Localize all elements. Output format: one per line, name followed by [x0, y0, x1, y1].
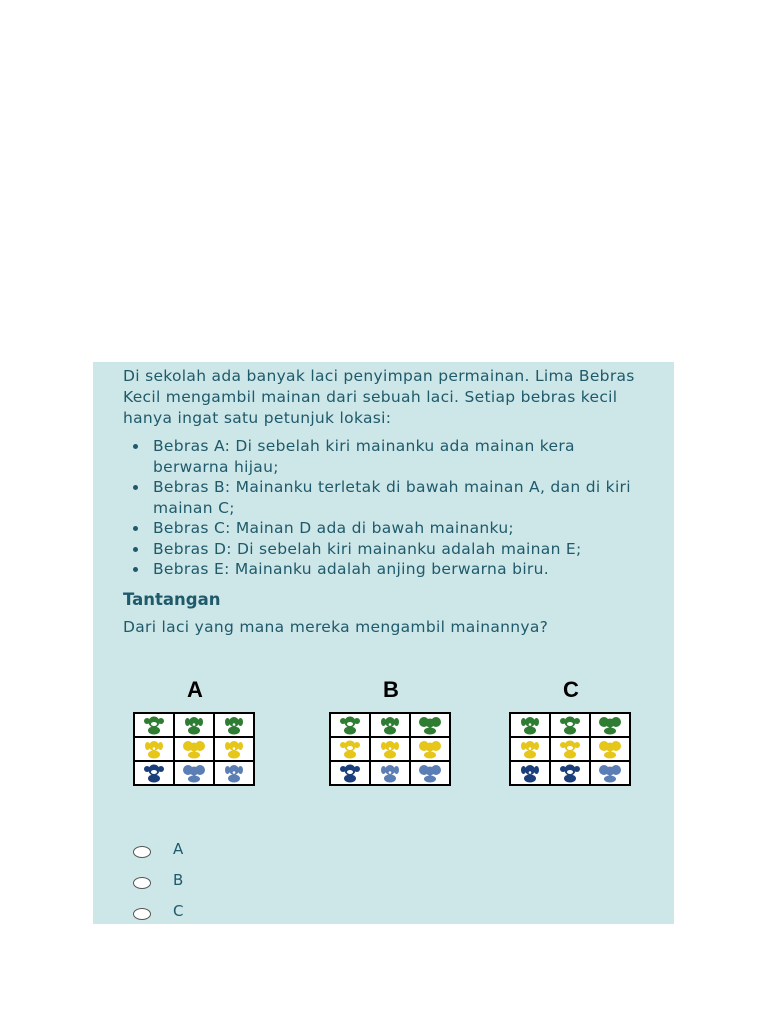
monkey-icon — [337, 715, 363, 735]
drawer-label: A — [187, 677, 203, 702]
intro-text: Di sekolah ada banyak laci penyimpan permainan. Lima Bebras Kecil mengambil mainan dari sebuah laci. Setiap bebras kecil hanya ingat satu petunjuk lokasi: — [123, 367, 635, 427]
drawer-cell — [551, 714, 589, 736]
monkey-icon — [557, 739, 583, 759]
monkey-icon — [557, 763, 583, 783]
drawer-grid — [329, 712, 451, 786]
radio-button[interactable] — [133, 877, 151, 889]
drawer-cell — [511, 762, 549, 784]
challenge-title: Tantangan — [123, 589, 221, 609]
clue-item: Bebras A: Di sebelah kiri mainanku ada mainan kera berwarna hijau; — [153, 436, 644, 477]
drawer-cell — [371, 738, 409, 760]
drawer-b — [329, 678, 453, 786]
drawer-cell — [331, 762, 369, 784]
option-b[interactable] — [133, 867, 183, 898]
drawer-cell — [551, 762, 589, 784]
drawer-cell — [135, 714, 173, 736]
monkey-icon — [557, 715, 583, 735]
monkey-icon — [141, 715, 167, 735]
dog-icon — [517, 739, 543, 759]
clue-item: Bebras B: Mainanku terletak di bawah mainan A, dan di kiri mainan C; — [153, 477, 644, 518]
dog-icon — [377, 763, 403, 783]
dog-icon — [141, 739, 167, 759]
drawer-cell — [175, 714, 213, 736]
clue-list — [123, 436, 644, 580]
option-label: A — [173, 839, 184, 858]
elephant-icon — [181, 763, 207, 783]
drawer-cell — [591, 762, 629, 784]
drawer-cell — [135, 738, 173, 760]
option-a[interactable] — [133, 836, 183, 867]
elephant-icon — [597, 739, 623, 759]
drawer-grid — [133, 712, 255, 786]
clue-item: Bebras D: Di sebelah kiri mainanku adalah mainan E; — [153, 539, 644, 560]
drawer-cell — [175, 762, 213, 784]
dog-icon — [517, 715, 543, 735]
dog-icon — [181, 715, 207, 735]
clue-item: Bebras C: Mainan D ada di bawah mainanku; — [153, 518, 644, 539]
drawer-cell — [591, 738, 629, 760]
drawer-images — [93, 678, 674, 793]
drawer-cell — [331, 714, 369, 736]
question-text: Dari laci yang mana mereka mengambil mainannya? — [123, 617, 549, 636]
drawer-cell — [411, 714, 449, 736]
drawer-cell — [331, 738, 369, 760]
dog-icon — [517, 763, 543, 783]
option-c[interactable] — [133, 898, 183, 929]
radio-button[interactable] — [133, 846, 151, 858]
drawer-cell — [215, 714, 253, 736]
drawer-cell — [411, 762, 449, 784]
drawer-cell — [135, 762, 173, 784]
drawer-cell — [371, 714, 409, 736]
drawer-cell — [215, 762, 253, 784]
drawer-cell — [371, 762, 409, 784]
drawer-cell — [511, 714, 549, 736]
drawer-c — [509, 678, 633, 786]
elephant-icon — [417, 739, 443, 759]
dog-icon — [221, 739, 247, 759]
option-label: B — [173, 870, 184, 889]
drawer-cell — [215, 738, 253, 760]
elephant-icon — [597, 763, 623, 783]
monkey-icon — [337, 739, 363, 759]
monkey-icon — [337, 763, 363, 783]
drawer-cell — [511, 738, 549, 760]
drawer-label: C — [563, 677, 579, 702]
drawer-grid — [509, 712, 631, 786]
drawer-cell — [591, 714, 629, 736]
dog-icon — [221, 715, 247, 735]
radio-button[interactable] — [133, 908, 151, 920]
elephant-icon — [417, 715, 443, 735]
elephant-icon — [417, 763, 443, 783]
option-label: C — [173, 901, 184, 920]
drawer-label: B — [383, 677, 399, 702]
dog-icon — [377, 739, 403, 759]
dog-icon — [377, 715, 403, 735]
elephant-icon — [597, 715, 623, 735]
monkey-icon — [141, 763, 167, 783]
drawer-cell — [411, 738, 449, 760]
drawer-cell — [175, 738, 213, 760]
elephant-icon — [181, 739, 207, 759]
dog-icon — [221, 763, 247, 783]
drawer-a — [133, 678, 257, 786]
answer-options — [133, 836, 183, 929]
question-panel — [93, 362, 674, 924]
drawer-cell — [551, 738, 589, 760]
clue-item: Bebras E: Mainanku adalah anjing berwarna biru. — [153, 559, 644, 580]
